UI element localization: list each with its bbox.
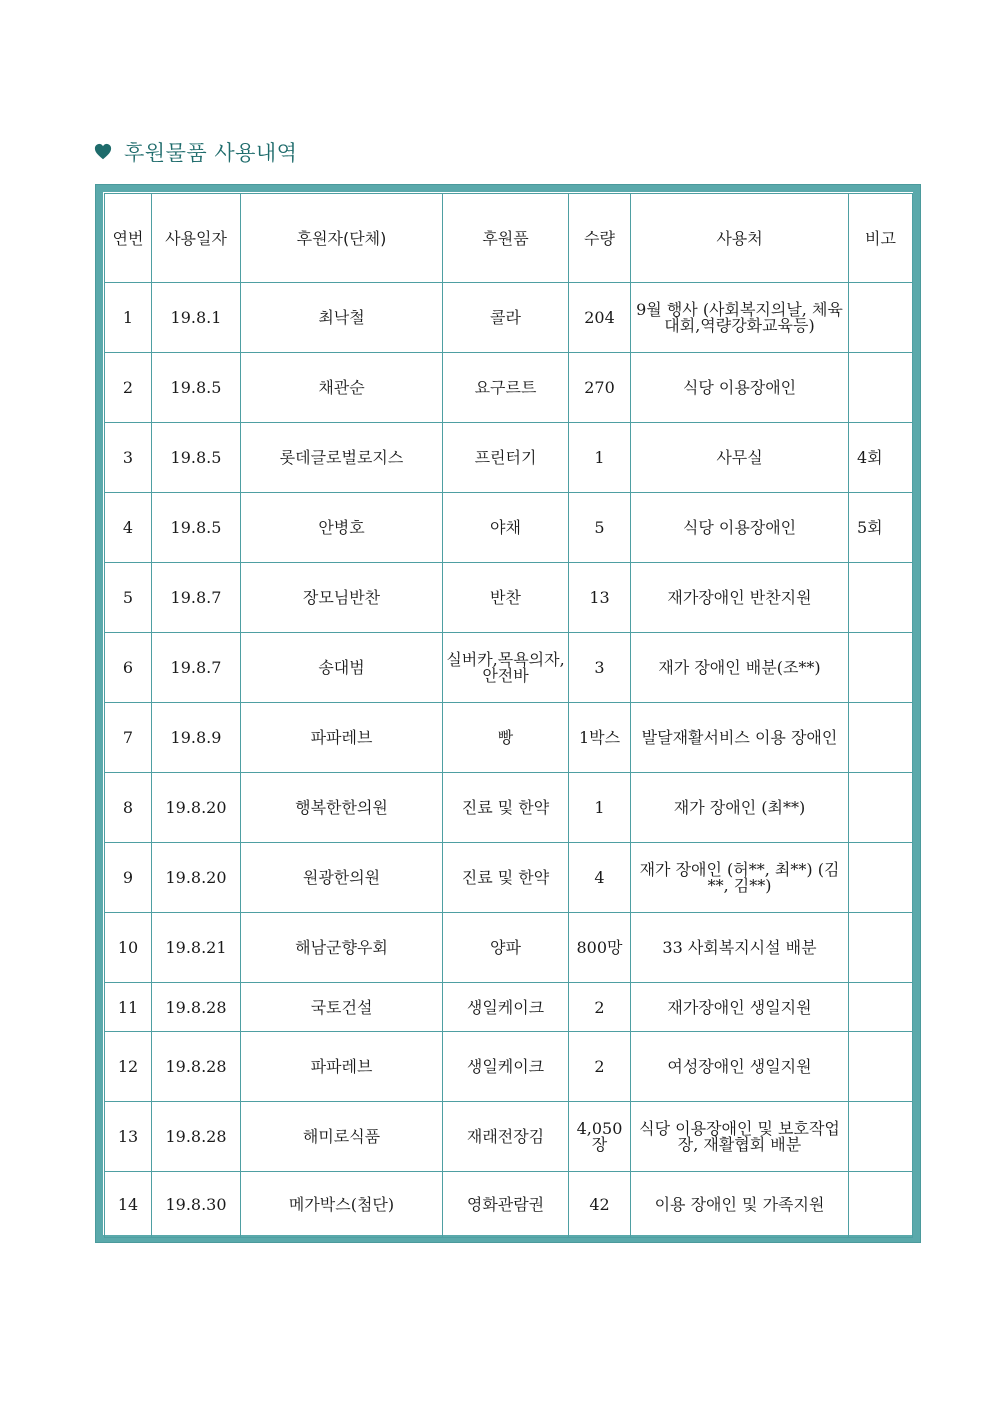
heart-icon (94, 143, 112, 161)
table-row (105, 283, 913, 353)
cell-note (849, 283, 913, 353)
header-no: 연번 (105, 194, 152, 283)
cell-item: 빵 (443, 703, 569, 773)
table-row (105, 843, 913, 913)
cell-note (849, 703, 913, 773)
cell-note (849, 1032, 913, 1102)
cell-qty: 5 (569, 493, 631, 563)
table-row (105, 913, 913, 983)
cell-donor: 롯데글로벌로지스 (241, 423, 443, 493)
table-frame-inner (103, 192, 913, 1235)
cell-place: 재가 장애인 (허**, 최**) (김**, 김**) (631, 843, 849, 913)
cell-place: 식당 이용장애인 (631, 493, 849, 563)
cell-item: 진료 및 한약 (443, 773, 569, 843)
cell-qty: 4 (569, 843, 631, 913)
table-row (105, 563, 913, 633)
cell-no: 10 (105, 913, 152, 983)
header-date: 사용일자 (152, 194, 241, 283)
cell-place: 사무실 (631, 423, 849, 493)
cell-date: 19.8.30 (152, 1172, 241, 1238)
cell-no: 4 (105, 493, 152, 563)
cell-place: 식당 이용장애인 (631, 353, 849, 423)
cell-item: 양파 (443, 913, 569, 983)
cell-note (849, 1172, 913, 1238)
header-place: 사용처 (631, 194, 849, 283)
cell-item: 야채 (443, 493, 569, 563)
table-row (105, 1172, 913, 1238)
cell-no: 1 (105, 283, 152, 353)
header-item: 후원품 (443, 194, 569, 283)
cell-note (849, 983, 913, 1032)
cell-donor: 국토건설 (241, 983, 443, 1032)
cell-note (849, 773, 913, 843)
header-note: 비고 (849, 194, 913, 283)
cell-donor: 송대범 (241, 633, 443, 703)
cell-donor: 안병호 (241, 493, 443, 563)
header-row (105, 194, 913, 283)
cell-place: 재가장애인 생일지원 (631, 983, 849, 1032)
cell-no: 2 (105, 353, 152, 423)
cell-donor: 원광한의원 (241, 843, 443, 913)
cell-place: 9월 행사 (사회복지의날, 체육대회,역량강화교육등) (631, 283, 849, 353)
cell-date: 19.8.28 (152, 1102, 241, 1172)
cell-qty: 42 (569, 1172, 631, 1238)
cell-place: 발달재활서비스 이용 장애인 (631, 703, 849, 773)
cell-qty: 1 (569, 423, 631, 493)
cell-qty: 13 (569, 563, 631, 633)
cell-place: 이용 장애인 및 가족지원 (631, 1172, 849, 1238)
cell-note (849, 633, 913, 703)
table-row (105, 633, 913, 703)
cell-item: 실버카,목욕의자,안전바 (443, 633, 569, 703)
cell-item: 재래전장김 (443, 1102, 569, 1172)
table-row (105, 1032, 913, 1102)
table-row (105, 983, 913, 1032)
cell-place: 재가 장애인 (최**) (631, 773, 849, 843)
page-title: 후원물품 사용내역 (124, 141, 298, 165)
cell-donor: 해미로식품 (241, 1102, 443, 1172)
cell-item: 진료 및 한약 (443, 843, 569, 913)
cell-no: 13 (105, 1102, 152, 1172)
cell-qty: 4,050장 (569, 1102, 631, 1172)
cell-item: 프린터기 (443, 423, 569, 493)
table-row (105, 493, 913, 563)
cell-place: 여성장애인 생일지원 (631, 1032, 849, 1102)
cell-no: 14 (105, 1172, 152, 1238)
cell-donor: 메가박스(첨단) (241, 1172, 443, 1238)
table-row (105, 703, 913, 773)
table-frame (95, 184, 921, 1243)
cell-date: 19.8.5 (152, 493, 241, 563)
cell-qty: 2 (569, 1032, 631, 1102)
cell-donor: 행복한한의원 (241, 773, 443, 843)
table-row (105, 773, 913, 843)
cell-date: 19.8.1 (152, 283, 241, 353)
cell-note: 5회 (849, 493, 913, 563)
cell-note (849, 843, 913, 913)
table-row (105, 423, 913, 493)
cell-place: 재가장애인 반찬지원 (631, 563, 849, 633)
cell-place: 재가 장애인 배분(조**) (631, 633, 849, 703)
cell-date: 19.8.7 (152, 633, 241, 703)
cell-no: 8 (105, 773, 152, 843)
cell-note (849, 353, 913, 423)
cell-place: 33 사회복지시설 배분 (631, 913, 849, 983)
cell-date: 19.8.5 (152, 353, 241, 423)
cell-date: 19.8.28 (152, 983, 241, 1032)
cell-note (849, 1102, 913, 1172)
cell-no: 7 (105, 703, 152, 773)
cell-donor: 장모님반찬 (241, 563, 443, 633)
cell-date: 19.8.20 (152, 773, 241, 843)
table-row (105, 353, 913, 423)
cell-qty: 1박스 (569, 703, 631, 773)
cell-date: 19.8.28 (152, 1032, 241, 1102)
section-heading (94, 136, 297, 168)
cell-date: 19.8.9 (152, 703, 241, 773)
cell-item: 요구르트 (443, 353, 569, 423)
cell-no: 6 (105, 633, 152, 703)
cell-donor: 파파레브 (241, 1032, 443, 1102)
cell-qty: 270 (569, 353, 631, 423)
cell-note: 4회 (849, 423, 913, 493)
cell-no: 9 (105, 843, 152, 913)
cell-qty: 3 (569, 633, 631, 703)
cell-place: 식당 이용장애인 및 보호작업장, 재활협회 배분 (631, 1102, 849, 1172)
cell-item: 생일케이크 (443, 1032, 569, 1102)
header-donor: 후원자(단체) (241, 194, 443, 283)
table-row (105, 1102, 913, 1172)
cell-no: 3 (105, 423, 152, 493)
cell-item: 영화관람권 (443, 1172, 569, 1238)
cell-qty: 800망 (569, 913, 631, 983)
cell-date: 19.8.20 (152, 843, 241, 913)
cell-item: 생일케이크 (443, 983, 569, 1032)
cell-no: 5 (105, 563, 152, 633)
cell-date: 19.8.5 (152, 423, 241, 493)
cell-donor: 해남군향우회 (241, 913, 443, 983)
cell-qty: 1 (569, 773, 631, 843)
cell-item: 반찬 (443, 563, 569, 633)
cell-qty: 2 (569, 983, 631, 1032)
cell-item: 콜라 (443, 283, 569, 353)
donation-usage-table (104, 193, 913, 1238)
cell-note (849, 563, 913, 633)
cell-no: 12 (105, 1032, 152, 1102)
cell-donor: 채관순 (241, 353, 443, 423)
cell-donor: 최낙철 (241, 283, 443, 353)
cell-qty: 204 (569, 283, 631, 353)
cell-date: 19.8.7 (152, 563, 241, 633)
header-qty: 수량 (569, 194, 631, 283)
cell-donor: 파파레브 (241, 703, 443, 773)
cell-note (849, 913, 913, 983)
cell-date: 19.8.21 (152, 913, 241, 983)
cell-no: 11 (105, 983, 152, 1032)
